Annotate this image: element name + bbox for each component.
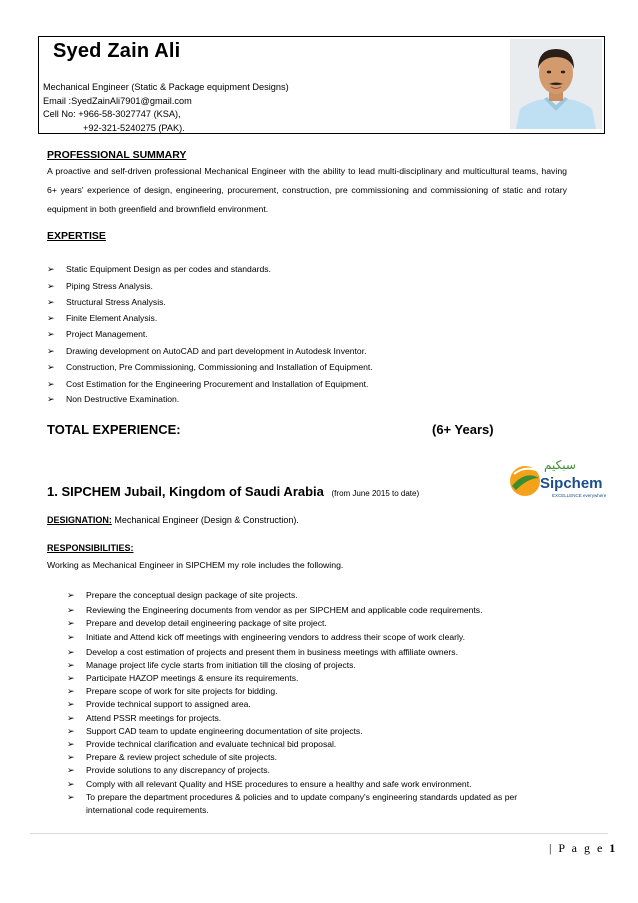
arrow-bullet-icon: ➢ <box>47 264 55 274</box>
arrow-bullet-icon: ➢ <box>67 779 75 789</box>
logo-brand-text: Sipchem <box>540 475 603 492</box>
arrow-bullet-icon: ➢ <box>67 752 75 762</box>
arrow-bullet-icon: ➢ <box>47 379 55 389</box>
responsibility-item: Prepare the conceptual design package of site projects. <box>86 590 298 600</box>
arrow-bullet-icon: ➢ <box>47 346 55 356</box>
responsibility-item: Provide technical support to assigned area. <box>86 699 251 709</box>
summary-text: A proactive and self-driven professional Mechanical Engineer with the ability to lead multi-disciplinary and multicultural teams, having 6+ years' experience of design, engineering, procurement, construction, pre commissioning and commissioning of static and rotary equipment in both greenfield and brownfield environment. <box>47 166 567 214</box>
page-number <box>549 841 617 856</box>
arrow-bullet-icon: ➢ <box>67 792 75 802</box>
job-heading <box>47 484 419 499</box>
expertise-item: Structural Stress Analysis. <box>66 297 166 307</box>
expertise-item: Project Management. <box>66 329 148 339</box>
arrow-bullet-icon: ➢ <box>67 590 75 600</box>
job-title: 1. SIPCHEM Jubail, Kingdom of Saudi Arabia <box>47 484 324 499</box>
responsibility-item: Develop a cost estimation of projects and present them in business meetings with affiliate owners. <box>86 647 458 657</box>
arrow-bullet-icon: ➢ <box>67 618 75 628</box>
arrow-bullet-icon: ➢ <box>47 362 55 372</box>
arrow-bullet-icon: ➢ <box>67 605 75 615</box>
arrow-bullet-icon: ➢ <box>47 313 55 323</box>
designation-line <box>47 515 299 525</box>
arrow-bullet-icon: ➢ <box>47 281 55 291</box>
profile-photo <box>510 39 602 129</box>
summary-heading: PROFESSIONAL SUMMARY <box>47 149 187 161</box>
footer-divider <box>30 833 608 834</box>
expertise-item: Cost Estimation for the Engineering Procurement and Installation of Equipment. <box>66 379 369 389</box>
arrow-bullet-icon: ➢ <box>67 713 75 723</box>
arrow-bullet-icon: ➢ <box>67 647 75 657</box>
responsibility-item: Comply with all relevant Quality and HSE procedures to ensure a healthy and safe work environment. <box>86 779 472 789</box>
responsibility-item: Support CAD team to update engineering documentation of site projects. <box>86 726 363 736</box>
job-title-line: Mechanical Engineer (Static & Package equipment Designs) <box>43 82 289 92</box>
arrow-bullet-icon: ➢ <box>47 329 55 339</box>
responsibility-item: Provide solutions to any discrepancy of projects. <box>86 765 270 775</box>
total-experience-label: TOTAL EXPERIENCE: <box>47 422 181 437</box>
arrow-bullet-icon: ➢ <box>67 660 75 670</box>
expertise-item: Construction, Pre Commissioning, Commissioning and Installation of Equipment. <box>66 362 373 372</box>
email-line: Email :SyedZainAli7901@gmail.com <box>43 96 192 106</box>
designation-label: DESIGNATION: <box>47 515 112 525</box>
cell-line-ksa: Cell No: +966-58-3027747 (KSA), <box>43 109 181 119</box>
responsibility-item: Initiate and Attend kick off meetings with engineering vendors to address their scope of work clearly. <box>86 632 465 642</box>
expertise-item: Static Equipment Design as per codes and standards. <box>66 264 271 274</box>
arrow-bullet-icon: ➢ <box>67 765 75 775</box>
logo-arabic-text: سبكيم <box>544 458 576 472</box>
expertise-item: Finite Element Analysis. <box>66 313 158 323</box>
responsibility-item: Prepare & review project schedule of site projects. <box>86 752 278 762</box>
arrow-bullet-icon: ➢ <box>67 632 75 642</box>
arrow-bullet-icon: ➢ <box>67 726 75 736</box>
responsibility-item-continuation: international code requirements. <box>86 805 209 815</box>
expertise-item: Piping Stress Analysis. <box>66 281 153 291</box>
arrow-bullet-icon: ➢ <box>67 686 75 696</box>
responsibility-item: Manage project life cycle starts from initiation till the closing of projects. <box>86 660 356 670</box>
arrow-bullet-icon: ➢ <box>67 673 75 683</box>
arrow-bullet-icon: ➢ <box>47 297 55 307</box>
header-box <box>38 36 605 134</box>
responsibility-item: Attend PSSR meetings for projects. <box>86 713 222 723</box>
responsibility-item: Prepare and develop detail engineering package of site project. <box>86 618 327 628</box>
responsibility-item: Prepare scope of work for site projects for bidding. <box>86 686 278 696</box>
expertise-item: Drawing development on AutoCAD and part development in Autodesk Inventor. <box>66 346 367 356</box>
page-number-value: 1 <box>609 841 618 855</box>
logo-tagline-text: EXCELLENCE everywhere <box>552 493 607 498</box>
responsibility-item: Reviewing the Engineering documents from vendor as per SIPCHEM and applicable code requirements. <box>86 605 483 615</box>
expertise-heading: EXPERTISE <box>47 230 106 242</box>
responsibilities-heading: RESPONSIBILITIES: <box>47 543 134 553</box>
responsibilities-intro: Working as Mechanical Engineer in SIPCHEM my role includes the following. <box>47 560 344 570</box>
designation-value: Mechanical Engineer (Design & Construction). <box>111 515 299 525</box>
page-label: | P a g e <box>549 841 605 855</box>
total-experience-value: (6+ Years) <box>432 422 494 437</box>
responsibility-item: Participate HAZOP meetings & ensure its requirements. <box>86 673 299 683</box>
responsibility-item: Provide technical clarification and evaluate technical bid proposal. <box>86 739 337 749</box>
cell-line-pak: +92-321-5240275 (PAK). <box>83 123 185 133</box>
expertise-item: Non Destructive Examination. <box>66 394 180 404</box>
candidate-name: Syed Zain Ali <box>53 40 181 62</box>
responsibility-item: To prepare the department procedures & policies and to update company's engineering standards updated as per <box>86 792 518 802</box>
arrow-bullet-icon: ➢ <box>67 699 75 709</box>
arrow-bullet-icon: ➢ <box>47 394 55 404</box>
sipchem-logo <box>506 456 614 500</box>
arrow-bullet-icon: ➢ <box>67 739 75 749</box>
job-period: (from June 2015 to date) <box>331 489 420 498</box>
